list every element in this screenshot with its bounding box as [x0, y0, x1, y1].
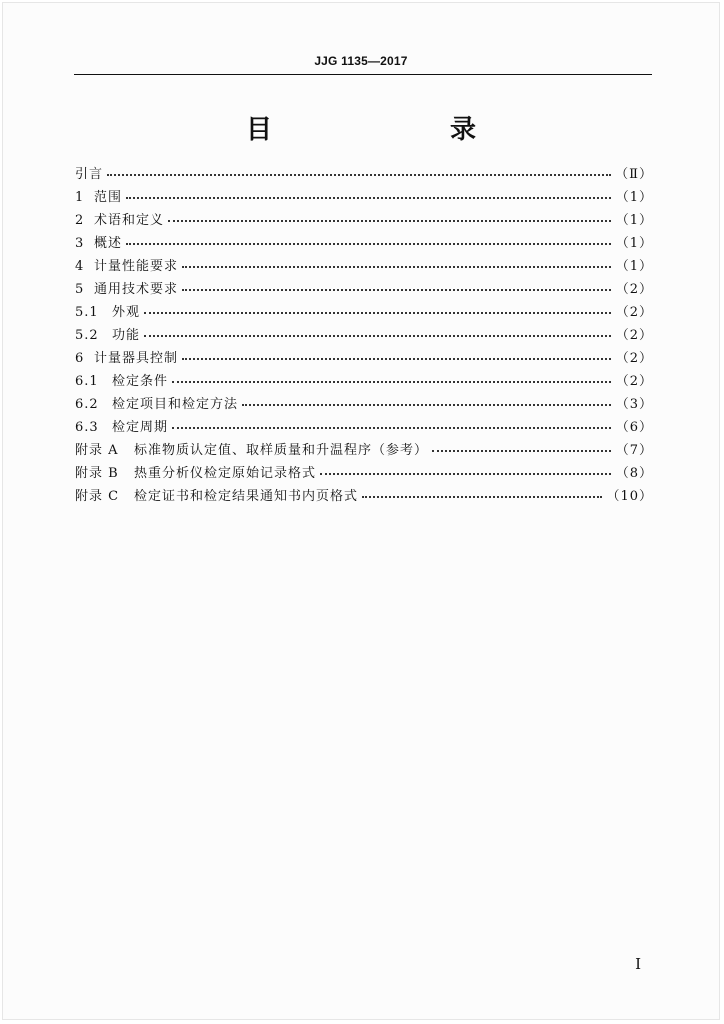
toc-entry-label: 通用技术要求 [94, 282, 179, 297]
toc-entry[interactable] [75, 485, 653, 508]
toc-entry-page: （2） [615, 282, 653, 297]
toc-entry[interactable] [75, 324, 653, 347]
toc-entry-page: （1） [615, 236, 653, 251]
toc-entry-label: 检定证书和检定结果通知书内页格式 [134, 489, 359, 504]
toc-entry[interactable] [75, 232, 653, 255]
toc-dot-leader [320, 473, 611, 475]
toc-dot-leader [168, 220, 611, 222]
toc-entry[interactable] [75, 255, 653, 278]
toc-entry-number: 6.2 [75, 397, 99, 412]
toc-entry-label: 外观 [112, 305, 141, 320]
toc-entry-page: （6） [615, 420, 653, 435]
toc-entry-page: （2） [615, 305, 653, 320]
toc-entry-number: 4 [75, 259, 85, 274]
toc-entry-number: 3 [75, 236, 85, 251]
toc-entry[interactable] [75, 186, 653, 209]
toc-entry-label: 功能 [112, 328, 141, 343]
toc-entry[interactable] [75, 163, 653, 186]
header-rule [74, 74, 652, 75]
toc-entry[interactable] [75, 439, 653, 462]
standard-code: JJG 1135—2017 [314, 54, 408, 68]
toc-entry-page: （2） [615, 351, 653, 366]
toc-entry-number: 6.3 [75, 420, 99, 435]
toc-title: 目 录 [245, 115, 518, 145]
toc-entry-label: 检定项目和检定方法 [112, 397, 239, 412]
toc-entry-page: （1） [615, 213, 653, 228]
toc-dot-leader [126, 243, 611, 245]
toc-dot-leader [126, 197, 611, 199]
toc-entry-number: 附录 A [75, 443, 119, 458]
toc-entry-number: 附录 B [75, 466, 119, 481]
toc-dot-leader [107, 174, 611, 176]
toc-entry-page: （7） [615, 443, 653, 458]
toc-dot-leader [144, 335, 611, 337]
toc-dot-leader [362, 496, 602, 498]
toc-entry-page: （8） [615, 466, 653, 481]
toc-entry-page: （3） [615, 397, 653, 412]
toc-dot-leader [172, 427, 611, 429]
toc-entry-page: （Ⅱ） [615, 167, 653, 182]
table-of-contents [75, 163, 653, 508]
toc-entry[interactable] [75, 301, 653, 324]
toc-entry-number: 2 [75, 213, 85, 228]
toc-entry-page: （2） [615, 374, 653, 389]
toc-entry-label: 引言 [75, 167, 104, 182]
toc-entry-page: （1） [615, 190, 653, 205]
toc-dot-leader [432, 450, 611, 452]
toc-entry[interactable] [75, 278, 653, 301]
toc-entry-number: 6.1 [75, 374, 99, 389]
toc-entry[interactable] [75, 209, 653, 232]
toc-entry-number: 6 [75, 351, 85, 366]
toc-dot-leader [182, 289, 611, 291]
toc-entry-number: 1 [75, 190, 85, 205]
toc-entry-number: 5.2 [75, 328, 99, 343]
toc-entry[interactable] [75, 416, 653, 439]
toc-entry-label: 检定周期 [112, 420, 169, 435]
toc-entry-label: 计量器具控制 [94, 351, 179, 366]
toc-dot-leader [182, 266, 611, 268]
toc-entry[interactable] [75, 370, 653, 393]
toc-entry-number: 5 [75, 282, 85, 297]
toc-entry-page: （2） [615, 328, 653, 343]
toc-entry-label: 检定条件 [112, 374, 169, 389]
toc-dot-leader [144, 312, 611, 314]
toc-entry-label: 计量性能要求 [94, 259, 179, 274]
toc-entry-label: 概述 [94, 236, 123, 251]
page-number: I [635, 955, 641, 973]
toc-entry[interactable] [75, 462, 653, 485]
toc-entry[interactable] [75, 393, 653, 416]
toc-dot-leader [182, 358, 611, 360]
toc-entry-number: 5.1 [75, 305, 99, 320]
toc-entry[interactable] [75, 347, 653, 370]
toc-entry-label: 热重分析仪检定原始记录格式 [134, 466, 317, 481]
toc-entry-label: 范围 [94, 190, 123, 205]
toc-dot-leader [242, 404, 611, 406]
toc-entry-page: （10） [606, 489, 653, 504]
toc-entry-label: 术语和定义 [94, 213, 165, 228]
toc-dot-leader [172, 381, 611, 383]
document-page [2, 2, 720, 1020]
toc-entry-page: （1） [615, 259, 653, 274]
toc-entry-label: 标准物质认定值、取样质量和升温程序（参考） [134, 443, 429, 458]
toc-entry-number: 附录 C [75, 489, 120, 504]
